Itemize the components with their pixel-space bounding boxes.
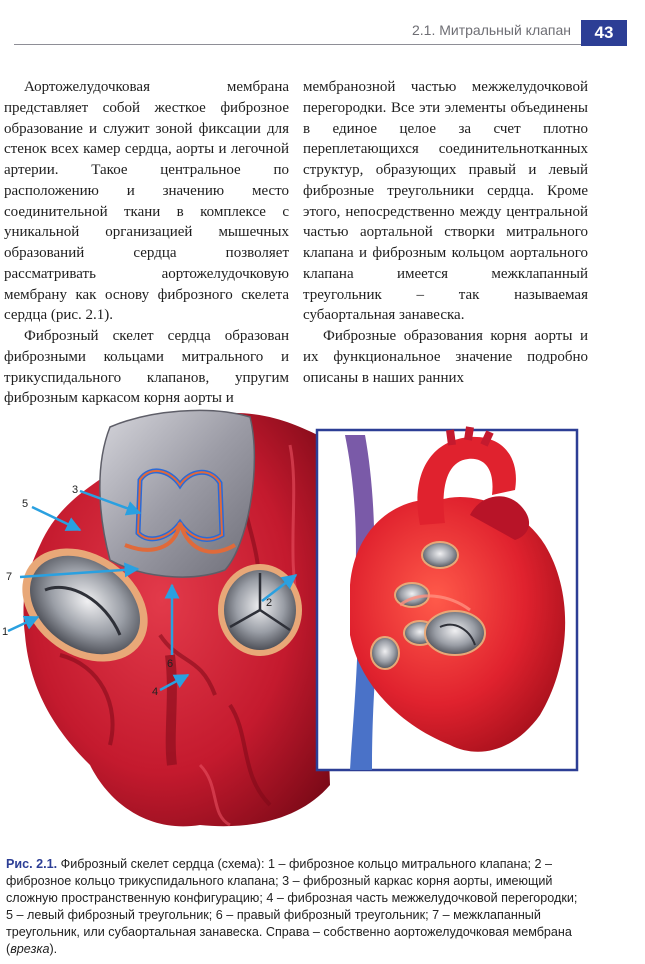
- callout-label-1: 1: [2, 626, 9, 638]
- heart-skeleton-illustration: [0, 405, 645, 835]
- left-text-column: [4, 77, 289, 409]
- paragraph: Аортожелудочковая мембрана представляет собой жесткое фиброзное образование и служит зоной фиксации для стенок всех камер сердца, аорты и легочной артерии. Такое центральное по расположению и значению место соединительной ткани в комплексе с уникальной организацией мышечных образований сердца позволяет рассматривать аортожелудочковую мембрану как основу фиброзного скелета сердца (рис. 2.1).: [4, 79, 289, 324]
- callout-label-4: 4: [152, 686, 159, 698]
- callout-label-7: 7: [6, 571, 13, 583]
- inset-aortoventricular-membrane: [317, 427, 577, 770]
- caption-emphasis: врезка: [10, 941, 50, 956]
- figure-2-1: [0, 405, 645, 835]
- tricuspid-valve: [218, 564, 302, 656]
- paragraph: Фиброзные образования корня аорты и их функциональное значение подробно описаны в наших ранних: [303, 328, 588, 386]
- callout-label-2: 2: [266, 597, 273, 609]
- right-text-column: [303, 77, 588, 388]
- caption-text-end: ).: [49, 941, 58, 956]
- running-header-title: 2.1. Митральный клапан: [411, 22, 571, 38]
- callout-label-5: 5: [22, 498, 29, 510]
- paragraph: Фиброзный скелет сердца образован фиброзными кольцами митрального и трикуспидального клапанов, упругим фиброзным каркасом корня аорты и: [4, 328, 289, 407]
- page-number: 43: [581, 20, 627, 46]
- callout-label-6: 6: [167, 658, 174, 670]
- caption-text: Фиброзный скелет сердца (схема): 1 – фиброзное кольцо митрального клапана; 2 – фиброзное кольцо трикуспидального клапана; 3 – фиброзный каркас корня аорты, имеющий сложную пространственную конфигурацию; 4 – фиброзная часть межжелудочковой перегородки; 5 – левый фиброзный треугольник; 6 – правый фиброзный треугольник; 7 – межклапанный треугольник, или субаортальная занавеска. Справа – собственно аортожелудочковая мембрана (: [6, 857, 578, 956]
- fibrous-skeleton-schematic: [1, 410, 330, 826]
- figure-caption: [6, 856, 584, 957]
- aortic-root: [100, 410, 255, 577]
- header-rule: [14, 44, 581, 45]
- paragraph: мембранозной частью межжелудочковой перегородки. Все эти элементы объединены в единое целое за счет плотно переплетающихся соединительнотканных структур, образующих правый и левый фиброзные треугольники сердца. Кроме этого, непосредственно между центральной частью аортальной створки митрального клапана и фиброзным кольцом аортального клапана имеется межклапанный треугольник – так называемая субаортальная занавеска.: [303, 79, 588, 324]
- caption-label: Рис. 2.1.: [6, 857, 58, 871]
- membranous-septum: [170, 655, 172, 765]
- callout-label-3: 3: [72, 484, 79, 496]
